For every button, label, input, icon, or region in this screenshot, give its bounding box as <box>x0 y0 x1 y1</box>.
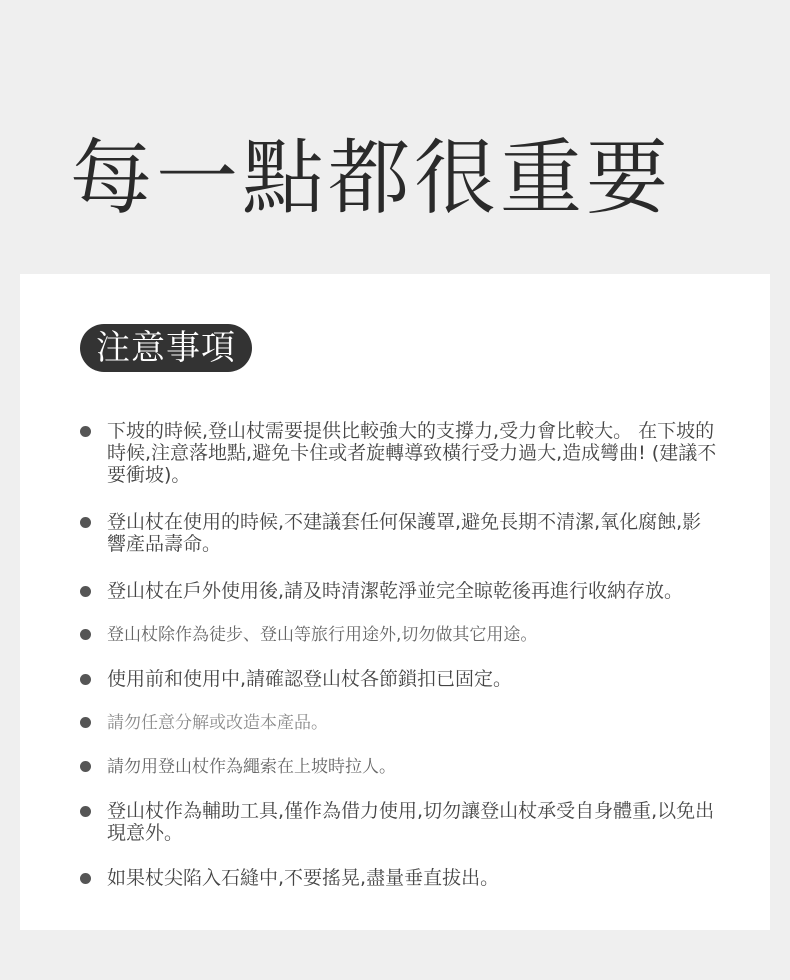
notes-list <box>80 420 720 889</box>
note-text: 下坡的時候,登山杖需要提供比較強大的支撐力,受力會比較大。 在下坡的時候,注意落地點,避免卡住或者旋轉導致橫行受力過大,造成彎曲! (建議不要衝坡)。 <box>107 420 717 486</box>
bullet-dot-icon <box>80 761 91 772</box>
note-text: 請勿任意分解或改造本產品。 <box>107 713 328 733</box>
bullet-dot-icon <box>80 517 91 528</box>
note-item <box>80 511 720 555</box>
note-item <box>80 420 720 486</box>
bullet-dot-icon <box>80 586 91 597</box>
notes-card <box>20 274 770 930</box>
note-text: 登山杖除作為徒步、登山等旅行用途外,切勿做其它用途。 <box>107 625 538 645</box>
bullet-dot-icon <box>80 629 91 640</box>
note-text: 登山杖作為輔助工具,僅作為借力使用,切勿讓登山杖承受自身體重,以免出現意外。 <box>107 800 715 844</box>
bullet-dot-icon <box>80 674 91 685</box>
note-item <box>80 668 720 690</box>
note-text: 登山杖在戶外使用後,請及時清潔乾淨並完全晾乾後再進行收納存放。 <box>107 580 684 602</box>
page-headline: 每一點都很重要 <box>70 131 673 226</box>
bullet-dot-icon <box>80 717 91 728</box>
note-item <box>80 867 720 889</box>
note-item <box>80 580 720 602</box>
note-item <box>80 800 720 844</box>
note-text: 登山杖在使用的時候,不建議套任何保護罩,避免長期不清潔,氧化腐蝕,影響產品壽命。 <box>107 511 702 555</box>
section-label-pill: 注意事項 <box>80 324 252 372</box>
note-item <box>80 712 720 734</box>
bullet-dot-icon <box>80 426 91 437</box>
note-item <box>80 624 720 646</box>
note-item <box>80 756 720 778</box>
note-text: 請勿用登山杖作為繩索在上坡時拉人。 <box>107 757 396 777</box>
note-text: 使用前和使用中,請確認登山杖各節鎖扣已固定。 <box>107 668 513 690</box>
bullet-dot-icon <box>80 806 91 817</box>
bullet-dot-icon <box>80 873 91 884</box>
note-text: 如果杖尖陷入石縫中,不要搖晃,盡量垂直拔出。 <box>107 867 500 889</box>
